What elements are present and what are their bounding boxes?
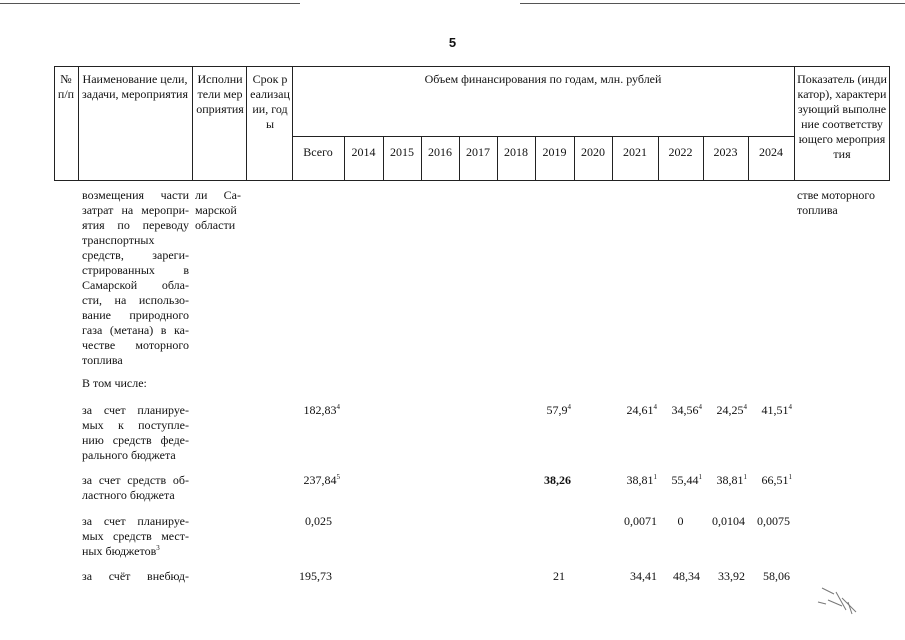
value: 24,61: [626, 403, 654, 417]
header-name: Наименование цели, задачи, мероприятия: [82, 72, 188, 101]
value: 38,81: [626, 473, 654, 487]
row-value-2019: [520, 403, 571, 418]
col-border-1: [78, 66, 79, 181]
row-value-2022: [650, 569, 700, 584]
header-year-2016: 2016: [428, 145, 452, 159]
activity-line: ятия по переводу: [82, 218, 189, 232]
row-total: [282, 514, 332, 529]
executor-line: ли Са-: [195, 188, 241, 202]
row-label-line: [82, 544, 189, 559]
col-border-3: [246, 66, 247, 181]
header-year-2020: 2020: [581, 145, 605, 159]
header-year-2022: 2022: [668, 145, 693, 159]
page-number: 5: [448, 35, 457, 50]
value: 33,92: [718, 569, 745, 583]
header-year-2021: 2021: [623, 145, 647, 159]
activity-line: средств, зареги-: [82, 248, 189, 262]
scan-artifact: [812, 580, 872, 620]
value: 38,81: [716, 473, 744, 487]
header-year-2014: 2014: [351, 145, 376, 159]
value: 0,025: [305, 514, 332, 528]
row-total: [282, 473, 340, 488]
row-total: [282, 569, 332, 584]
value: 0,0075: [757, 514, 790, 528]
footnote-mark: 4: [567, 403, 571, 411]
header-year-2024: 2024: [759, 145, 783, 159]
activity-line: топлива: [82, 353, 123, 367]
header-year-2015: 2015: [390, 145, 414, 159]
col-border-16: [794, 66, 795, 181]
value: 0,0071: [624, 514, 657, 528]
footnote-mark: 3: [156, 544, 160, 552]
activity-line: стрированных в: [82, 263, 189, 277]
value: 57,9: [546, 403, 568, 417]
row-label-line: за счет планируе-: [82, 514, 189, 528]
value: 34,56: [671, 403, 699, 417]
footnote-mark: 1: [743, 473, 747, 481]
footnote-mark: 1: [698, 473, 702, 481]
value: 195,73: [299, 569, 332, 583]
row-label-line: за счёт внебюд-: [82, 569, 189, 583]
row-value-2024: [740, 514, 790, 529]
row-value-2024: [740, 403, 792, 418]
value: 58,06: [763, 569, 790, 583]
header-year-2017: 2017: [466, 145, 490, 159]
footnote-mark: 4: [743, 403, 747, 411]
row-value-2024: [740, 473, 792, 488]
header-total: Всего: [303, 145, 333, 159]
row-label-line: за счет средств об-: [82, 473, 189, 487]
footnote-mark: 4: [698, 403, 702, 411]
header-year-2018: 2018: [504, 145, 528, 159]
row-label-line: нию средств феде-: [82, 433, 189, 447]
activity-line: возмещения части: [82, 188, 189, 202]
value: 66,51: [761, 473, 789, 487]
row-label-line: мых средств мест-: [82, 529, 189, 543]
header-bottom-border: [54, 180, 890, 181]
header-indicator: Показатель (индикатор), характеризующий выполнение соответствующего мероприятия: [797, 72, 887, 161]
value: 38,26: [544, 473, 571, 487]
footnote-mark: 4: [336, 403, 340, 411]
indicator-line: топлива: [797, 203, 838, 217]
including-label: В том числе:: [82, 376, 147, 390]
row-value-2019: [520, 473, 571, 488]
col-border-17: [889, 66, 890, 181]
header-num: № п/п: [57, 72, 75, 101]
footnote-mark: 1: [653, 473, 657, 481]
value: 21: [553, 569, 565, 583]
value: 34,41: [630, 569, 657, 583]
header-term: Срок реализации, годы: [250, 72, 290, 131]
activity-line: Самарской обла-: [82, 278, 189, 292]
row-label-line: ластного бюджета: [82, 488, 175, 502]
row-label-line: мых к поступле-: [82, 418, 189, 432]
activity-line: затрат на меропри-: [82, 203, 189, 217]
col-border-0: [54, 66, 55, 181]
col-border-2: [192, 66, 193, 181]
row-value-2023: [695, 514, 745, 529]
header-year-2019: 2019: [542, 145, 567, 159]
footnote-mark: 1: [788, 473, 792, 481]
value: ных бюджетов: [82, 544, 157, 558]
row-value-2019: [520, 569, 565, 584]
executor-line: области: [195, 218, 236, 232]
value: 0: [677, 514, 684, 528]
value: 41,51: [761, 403, 789, 417]
activity-line: сти, на использо-: [82, 293, 189, 307]
value: 0,0104: [712, 514, 745, 528]
value: 48,34: [673, 569, 700, 583]
value: 237,84: [303, 473, 337, 487]
value: 55,44: [671, 473, 699, 487]
row-label-line: рального бюджета: [82, 448, 176, 462]
footnote-mark: 4: [653, 403, 657, 411]
row-value-2023: [695, 569, 745, 584]
header-executors: Исполнители мероприятия: [196, 72, 244, 116]
value: 24,25: [716, 403, 744, 417]
activity-line: вание природного: [82, 308, 189, 322]
row-label-line: за счет планируе-: [82, 403, 189, 417]
executor-line: марской: [195, 203, 237, 217]
activity-line: транспортных: [82, 233, 155, 247]
row-total: [282, 403, 340, 418]
years-row-border: [292, 136, 794, 137]
row-value-2024: [740, 569, 790, 584]
footnote-mark: 5: [336, 473, 340, 481]
header-top-border: [54, 66, 890, 67]
row-value-2021: [604, 514, 657, 529]
value: 182,83: [303, 403, 337, 417]
indicator-line: стве моторного: [797, 188, 876, 202]
activity-line: честве моторного: [82, 338, 189, 352]
header-year-2023: 2023: [713, 145, 738, 159]
header-funding: Объем финансирования по годам, млн. рублей: [424, 72, 662, 86]
activity-line: газа (метана) в ка-: [82, 323, 189, 337]
top-rule: [0, 3, 300, 4]
footnote-mark: 4: [788, 403, 792, 411]
top-rule-right: [520, 3, 905, 4]
